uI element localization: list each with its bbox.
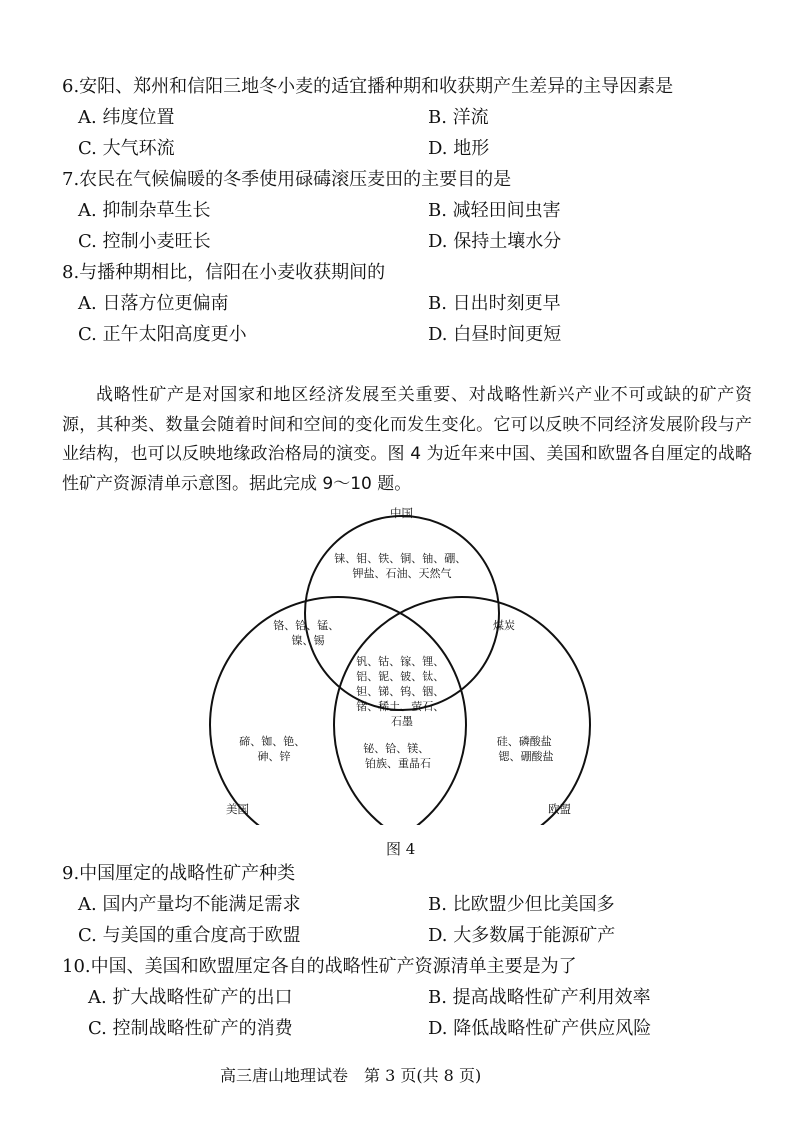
question-6-option-b[interactable]: B. 洋流: [428, 107, 489, 128]
region-usa-eu: 铋、铪、镁、 铂族、重晶石: [363, 742, 431, 770]
figure-caption: 图 4: [386, 840, 416, 858]
region-china-only: 铼、钼、铁、铜、铀、硼、 钾盐、石油、天然气: [334, 552, 467, 580]
question-8-option-d[interactable]: D. 白昼时间更短: [428, 324, 562, 345]
reading-passage: [62, 381, 752, 499]
region-china-usa: 铬、铪、锰、 镍、锡: [273, 619, 340, 647]
question-7-option-b[interactable]: B. 减轻田间虫害: [428, 200, 561, 221]
region-all-three: 钒、钴、镓、锂、 铝、铌、铍、钛、 钽、锑、钨、铟、 锗、稀土、萤石、 石墨: [356, 655, 445, 728]
question-8-option-c[interactable]: C. 正午太阳高度更小: [78, 324, 247, 345]
question-7-option-c[interactable]: C. 控制小麦旺长: [78, 231, 211, 252]
question-8-stem: 8.与播种期相比，信阳在小麦收获期间的: [62, 262, 386, 283]
venn-diagram: [190, 505, 610, 825]
label-usa: 美国: [226, 802, 249, 816]
question-6-stem: 6.安阳、郑州和信阳三地冬小麦的适宜播种期和收获期产生差异的主导因素是: [62, 76, 674, 97]
question-6-option-a[interactable]: A. 纬度位置: [78, 107, 175, 128]
question-9-option-b[interactable]: B. 比欧盟少但比美国多: [428, 894, 615, 915]
region-eu-only: 硅、磷酸盐 锶、硼酸盐: [496, 735, 554, 763]
page-footer: 高三唐山地理试卷 第 3 页(共 8 页): [220, 1066, 482, 1085]
question-10-stem: 10.中国、美国和欧盟厘定各自的战略性矿产资源清单主要是为了: [62, 956, 577, 977]
region-usa-only: 碲、铷、铯、 砷、锌: [239, 735, 306, 763]
question-8-option-b[interactable]: B. 日出时刻更早: [428, 293, 561, 314]
question-9-stem: 9.中国厘定的战略性矿产种类: [62, 863, 296, 884]
question-8-option-a[interactable]: A. 日落方位更偏南: [78, 293, 229, 314]
question-10-option-b[interactable]: B. 提高战略性矿产利用效率: [428, 987, 651, 1008]
question-10-option-a[interactable]: A. 扩大战略性矿产的出口: [88, 987, 293, 1008]
question-9-option-c[interactable]: C. 与美国的重合度高于欧盟: [78, 925, 301, 946]
question-10-option-c[interactable]: C. 控制战略性矿产的消费: [88, 1018, 293, 1039]
question-6-option-d[interactable]: D. 地形: [428, 138, 490, 159]
question-9-option-d[interactable]: D. 大多数属于能源矿产: [428, 925, 616, 946]
question-9-option-a[interactable]: A. 国内产量均不能满足需求: [78, 894, 301, 915]
question-6-option-c[interactable]: C. 大气环流: [78, 138, 175, 159]
question-10-option-d[interactable]: D. 降低战略性矿产供应风险: [428, 1018, 652, 1039]
label-china: 中国: [390, 506, 413, 520]
question-7-option-a[interactable]: A. 抑制杂草生长: [78, 200, 211, 221]
region-china-eu: 煤炭: [493, 619, 515, 632]
label-eu: 欧盟: [548, 802, 571, 816]
passage-paragraph: 战略性矿产是对国家和地区经济发展至关重要、对战略性新兴产业不可或缺的矿产资源，其种类、数量会随着时间和空间的变化而发生变化。它可以反映不同经济发展阶段与产业结构，也可以反映地缘政治格局的演变。图 4 为近年来中国、美国和欧盟各自厘定的战略性矿产资源清单示意图。据此完成 9～10 题。: [62, 385, 752, 494]
question-7-option-d[interactable]: D. 保持土壤水分: [428, 231, 562, 252]
question-7-stem: 7.农民在气候偏暖的冬季使用碌碡滚压麦田的主要目的是: [62, 169, 512, 190]
